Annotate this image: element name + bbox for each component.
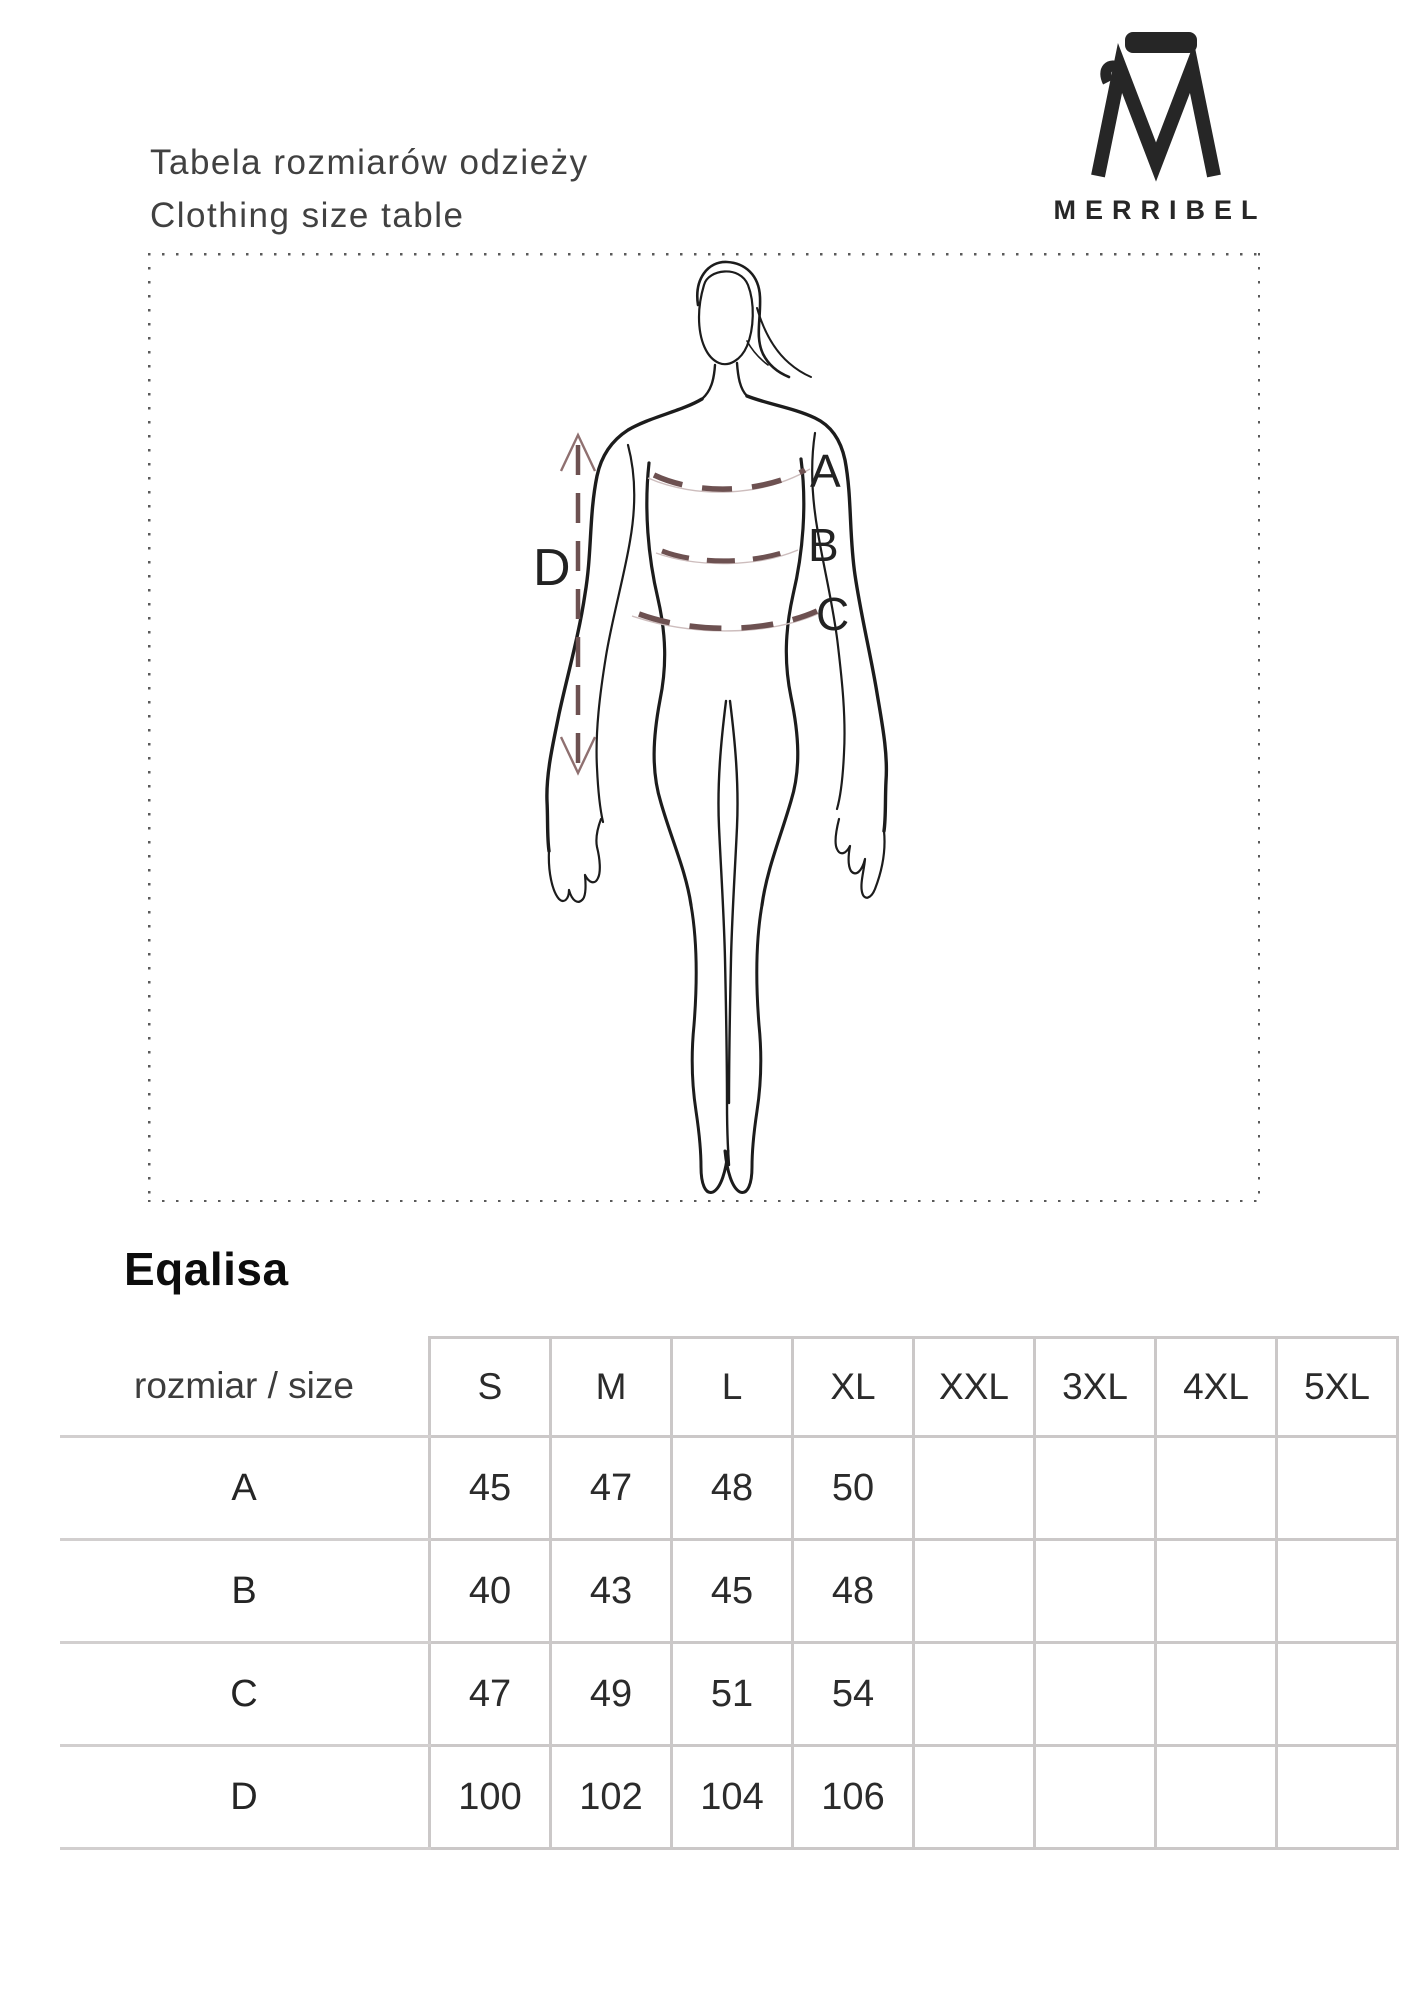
value-c-3xl [1035, 1643, 1156, 1746]
value-d-l: 104 [672, 1746, 793, 1849]
table-row-d [60, 1746, 1398, 1849]
table-row-c [60, 1643, 1398, 1746]
value-c-xl: 54 [793, 1643, 914, 1746]
row-label-a: A [60, 1437, 430, 1540]
value-c-xxl [914, 1643, 1035, 1746]
value-a-l: 48 [672, 1437, 793, 1540]
value-b-4xl [1156, 1540, 1277, 1643]
value-a-s: 45 [430, 1437, 551, 1540]
value-b-m: 43 [551, 1540, 672, 1643]
size-col-header-xl: XL [793, 1338, 914, 1437]
value-c-5xl [1277, 1643, 1398, 1746]
value-b-xxl [914, 1540, 1035, 1643]
label-b: B [808, 519, 839, 571]
value-d-xl: 106 [793, 1746, 914, 1849]
value-d-5xl [1277, 1746, 1398, 1849]
label-d: D [533, 539, 571, 597]
size-col-header-s: S [430, 1338, 551, 1437]
value-a-m: 47 [551, 1437, 672, 1540]
page-title [150, 136, 589, 242]
figure-outline [547, 262, 886, 1193]
title-line-english: Clothing size table [150, 196, 465, 235]
value-a-xxl [914, 1437, 1035, 1540]
merribel-m-logo-icon [1030, 14, 1290, 184]
size-col-header-3xl: 3XL [1035, 1338, 1156, 1437]
value-a-3xl [1035, 1437, 1156, 1540]
value-c-m: 49 [551, 1643, 672, 1746]
bust-line-a [654, 470, 805, 489]
waist-line-b [662, 549, 793, 561]
value-b-3xl [1035, 1540, 1156, 1643]
product-name: Eqalisa [124, 1243, 289, 1295]
measurement-diagram-box [148, 253, 1260, 1202]
value-c-s: 47 [430, 1643, 551, 1746]
value-b-5xl [1277, 1540, 1398, 1643]
value-d-3xl [1035, 1746, 1156, 1849]
row-header-label: rozmiar / size [60, 1338, 430, 1437]
brand-name: MERRIBEL [1053, 195, 1267, 225]
size-table [60, 1336, 1399, 1850]
table-row-a [60, 1437, 1398, 1540]
value-a-4xl [1156, 1437, 1277, 1540]
value-a-xl: 50 [793, 1437, 914, 1540]
size-col-header-xxl: XXL [914, 1338, 1035, 1437]
row-label-b: B [60, 1540, 430, 1643]
row-label-d: D [60, 1746, 430, 1849]
body-figure-illustration [148, 253, 1260, 1202]
value-d-4xl [1156, 1746, 1277, 1849]
title-line-polish: Tabela rozmiarów odzieży [150, 143, 589, 182]
value-d-m: 102 [551, 1746, 672, 1849]
size-col-header-5xl: 5XL [1277, 1338, 1398, 1437]
label-a: A [810, 445, 841, 497]
value-a-5xl [1277, 1437, 1398, 1540]
brand-logo [1030, 14, 1290, 226]
value-b-xl: 48 [793, 1540, 914, 1643]
value-d-xxl [914, 1746, 1035, 1849]
size-col-header-m: M [551, 1338, 672, 1437]
table-row-b [60, 1540, 1398, 1643]
row-label-c: C [60, 1643, 430, 1746]
size-col-header-4xl: 4XL [1156, 1338, 1277, 1437]
value-d-s: 100 [430, 1746, 551, 1849]
value-c-4xl [1156, 1643, 1277, 1746]
value-b-s: 40 [430, 1540, 551, 1643]
size-table-header-row [60, 1338, 1398, 1437]
size-col-header-l: L [672, 1338, 793, 1437]
value-b-l: 45 [672, 1540, 793, 1643]
label-c: C [816, 588, 850, 640]
value-c-l: 51 [672, 1643, 793, 1746]
measure-dashed-lines [578, 445, 817, 763]
